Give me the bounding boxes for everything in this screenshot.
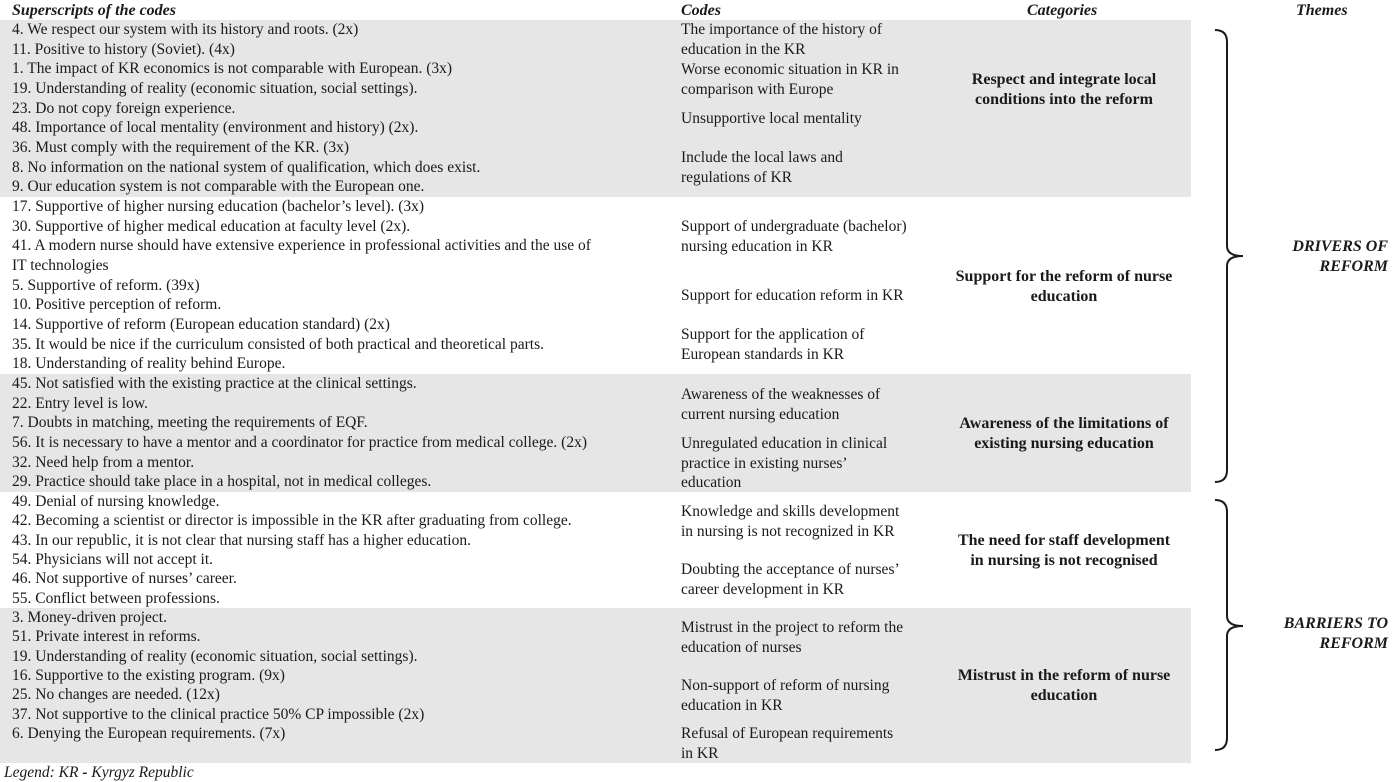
superscript-line: 37. Not supportive to the clinical practice 50% CP impossible (2x) xyxy=(12,706,425,723)
superscript-line: 19. Understanding of reality (economic situation, social settings). xyxy=(12,648,418,665)
superscript-line: 46. Not supportive of nurses’ career. xyxy=(12,570,237,587)
superscript-line: 23. Do not copy foreign experience. xyxy=(12,100,236,117)
superscript-line: 16. Supportive to the existing program. (9x) xyxy=(12,667,285,684)
code-cell: Unsupportive local mentality xyxy=(681,110,862,127)
code-cell: Doubting the acceptance of nurses’ career development in KR xyxy=(681,561,900,598)
superscript-line: 55. Conflict between professions. xyxy=(12,590,220,607)
code-cell: Mistrust in the project to reform the education of nurses xyxy=(681,619,904,656)
header-themes: Themes xyxy=(1296,2,1348,19)
code-cell: Worse economic situation in KR in comparison with Europe xyxy=(681,61,899,98)
header-categories: Categories xyxy=(1027,2,1098,19)
superscript-line: 43. In our republic, it is not clear that nursing staff has a higher education. xyxy=(12,532,471,549)
category-cell: Support for the reform of nurse education xyxy=(955,268,1173,305)
superscript-line: 19. Understanding of reality (economic situation, social settings). xyxy=(12,80,418,97)
superscript-line: 6. Denying the European requirements. (7x) xyxy=(12,725,286,742)
category-cell: Respect and integrate local conditions into the reform xyxy=(971,71,1157,108)
legend-separator: - xyxy=(78,764,92,781)
superscript-line: 54. Physicians will not accept it. xyxy=(12,551,214,568)
superscript-line: 5. Supportive of reform. (39x) xyxy=(12,277,200,294)
theme-drivers: DRIVERS OF REFORM xyxy=(1292,238,1388,275)
theme-barriers: BARRIERS TO REFORM xyxy=(1283,615,1388,652)
superscript-line: 56. It is necessary to have a mentor and a coordinator for practice from medical college. (2x) xyxy=(12,434,587,451)
theme-braces xyxy=(1205,0,1265,782)
code-cell: The importance of the history of education in the KR xyxy=(681,21,883,58)
superscript-line: 35. It would be nice if the curriculum consisted of both practical and theoretical parts. xyxy=(12,336,544,353)
superscript-line: 10. Positive perception of reform. xyxy=(12,296,222,313)
superscript-line: 1. The impact of KR economics is not comparable with European. (3x) xyxy=(12,60,453,77)
superscript-line: IT technologies xyxy=(12,257,109,274)
code-cell: Knowledge and skills development in nursing is not recognized in KR xyxy=(681,503,900,540)
superscript-line: 18. Understanding of reality behind Europe. xyxy=(12,355,286,372)
superscript-line: 22. Entry level is low. xyxy=(12,395,148,412)
superscript-line: 14. Supportive of reform (European education standard) (2x) xyxy=(12,316,390,333)
superscript-line: 9. Our education system is not comparable with the European one. xyxy=(12,178,425,195)
superscript-line: 3. Money-driven project. xyxy=(12,609,167,626)
code-cell: Support for education reform in KR xyxy=(681,287,904,304)
superscript-line: 29. Practice should take place in a hospital, not in medical colleges. xyxy=(12,473,432,490)
superscript-line: 8. No information on the national system of qualification, which does exist. xyxy=(12,159,481,176)
code-cell: Include the local laws and regulations of KR xyxy=(681,149,843,186)
code-cell: Awareness of the weaknesses of current nursing education xyxy=(681,386,881,423)
superscript-line: 48. Importance of local mentality (environment and history) (2x). xyxy=(12,119,419,136)
code-cell: Unregulated education in clinical practice in existing nurses’ education xyxy=(681,435,888,492)
superscript-line: 4. We respect our system with its history and roots. (2x) xyxy=(12,21,359,38)
superscript-line: 30. Supportive of higher medical education at faculty level (2x). xyxy=(12,218,411,235)
category-cell: Awareness of the limitations of existing nursing education xyxy=(959,415,1169,452)
superscript-line: 11. Positive to history (Soviet). (4x) xyxy=(12,41,235,58)
legend-prefix: Legend: KR xyxy=(4,764,79,781)
superscript-line: 17. Supportive of higher nursing education (bachelor’s level). (3x) xyxy=(12,198,425,215)
superscript-line: 36. Must comply with the requirement of the KR. (3x) xyxy=(12,139,350,156)
superscript-line: 49. Denial of nursing knowledge. xyxy=(12,493,220,510)
code-cell: Support for the application of European standards in KR xyxy=(681,326,865,363)
header-codes: Codes xyxy=(681,2,721,19)
superscript-line: 45. Not satisfied with the existing practice at the clinical settings. xyxy=(12,375,417,392)
code-cell: Non-support of reform of nursing education in KR xyxy=(681,677,890,714)
superscript-line: 41. A modern nurse should have extensive experience in professional activities and the use of xyxy=(12,237,591,254)
code-cell: Refusal of European requirements in KR xyxy=(681,725,894,762)
superscript-line: 51. Private interest in reforms. xyxy=(12,628,201,645)
category-cell: The need for staff development in nursing is not recognised xyxy=(957,532,1171,569)
superscript-line: 7. Doubts in matching, meeting the requirements of EQF. xyxy=(12,414,368,431)
header-superscripts: Superscripts of the codes xyxy=(12,2,176,19)
legend xyxy=(4,763,194,782)
superscript-line: 25. No changes are needed. (12x) xyxy=(12,686,220,703)
superscript-line: 32. Need help from a mentor. xyxy=(12,454,195,471)
legend-text: Kyrgyz Republic xyxy=(91,764,194,781)
code-cell: Support of undergraduate (bachelor) nursing education in KR xyxy=(681,218,907,255)
superscript-line: 42. Becoming a scientist or director is impossible in the KR after graduating from college. xyxy=(12,512,572,529)
category-cell: Mistrust in the reform of nurse education xyxy=(957,667,1171,704)
